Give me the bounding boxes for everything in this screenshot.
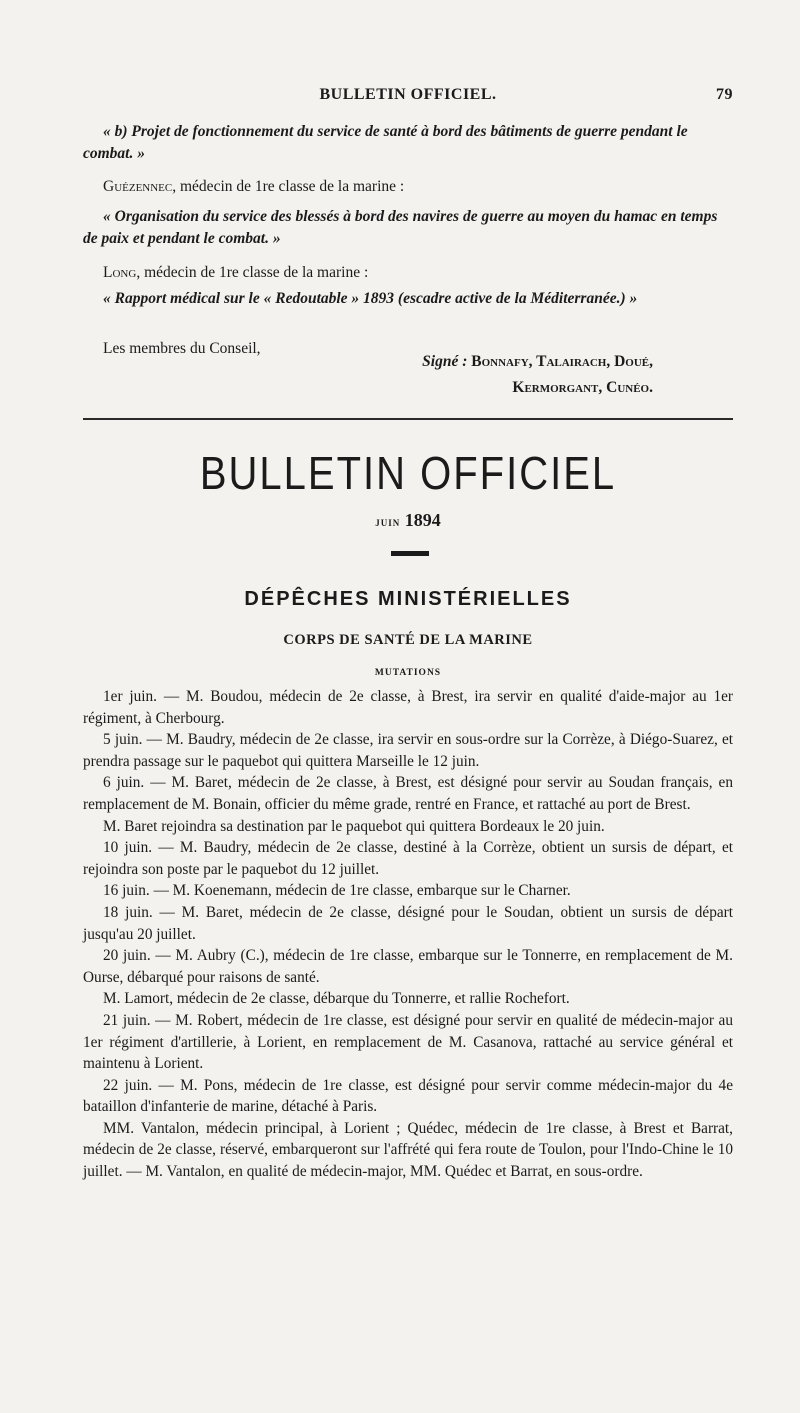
bulletin-year: 1894 [404, 510, 441, 530]
list-item: 6 juin. — M. Baret, médecin de 2e classe, à Brest, est désigné pour servir au Soudan français, en remplacement de M. Bonain, officier du même grade, rentré en France, et rattaché au port de Brest. [83, 774, 733, 813]
list-item: 18 juin. — M. Baret, médecin de 2e classe, désigné pour le Soudan, obtient un sursis de départ jusqu'au 20 juillet. [83, 903, 733, 943]
mutations-heading: MUTATIONS [374, 668, 442, 678]
signatories-line2: Kermorgant, Cunéo. [512, 379, 653, 396]
subsection-heading: CORPS DE SANTÉ DE LA MARINE [283, 632, 533, 648]
list-item: MM. Vantalon, médecin principal, à Lorient ; Quédec, médecin de 1re classe, à Brest et Barrat, médecin de 2e classe, réservé, embarqueront sur l'affrété qui fera route de Toulon, pour l'Indo-Chine le 10 juillet. — M. Vantalon, en qualité de médecin-major, MM. Quédec et Barrat, en sous-ordre. [83, 1119, 733, 1181]
long-line [83, 262, 733, 284]
guezennec-line [83, 176, 733, 198]
signatories-line1: Bonnafy, Talairach, Doué, [471, 353, 653, 370]
list-item: 21 juin. — M. Robert, médecin de 1re classe, est désigné pour servir en qualité de médecin-major au 1er régiment d'artillerie, à Lorient, en remplacement de M. Casanova, rattaché au service général et maintenu à Lorient. [83, 1011, 733, 1073]
list-item: 22 juin. — M. Pons, médecin de 1re classe, est désigné pour servir comme médecin-major du 4e bataillon d'infanterie de marine, détaché à Paris. [83, 1076, 733, 1116]
list-item: M. Baret rejoindra sa destination par le paquebot qui quittera Bordeaux le 20 juin. [103, 817, 605, 835]
item-b-text: « b) Projet de fonctionnement du service de santé à bord des bâtiments de guerre pendant le combat. » [83, 123, 688, 162]
bulletin-title: BULLETIN OFFICIEL [199, 448, 617, 500]
signed-label: Signé : [422, 353, 468, 370]
item-rapport-text: « Rapport médical sur le « Redoutable » 1893 (escadre active de la Méditerranée.) » [103, 290, 638, 307]
section-heading: DÉPÊCHES MINISTÉRIELLES [244, 588, 572, 610]
short-divider [391, 551, 429, 556]
list-item: M. Lamort, médecin de 2e classe, débarque du Tonnerre, et rallie Rochefort. [103, 990, 570, 1008]
signature-block [83, 349, 733, 401]
list-item: 10 juin. — M. Baudry, médecin de 2e classe, destiné à la Corrèze, obtient un sursis de départ, et rejoindra son poste par le paquebot du 12 juillet. [83, 839, 733, 878]
bulletin-month: juin [375, 514, 401, 529]
guezennec-rank: , médecin de 1re classe de la marine : [172, 178, 405, 195]
list-item: 5 juin. — M. Baudry, médecin de 2e classe, ira servir en sous-ordre sur la Corrèze, à Diégo-Suarez, et prendra passage sur le paquebot qui quittera Marseille le 12 juin. [83, 731, 733, 770]
running-head-title: BULLETIN OFFICIEL. [319, 86, 497, 103]
council-members: Les membres du Conseil, [103, 340, 261, 357]
long-rank: , médecin de 1re classe de la marine : [136, 264, 369, 281]
bulletin-date [83, 510, 733, 531]
author-long: Long [103, 264, 137, 281]
list-item: 16 juin. — M. Koenemann, médecin de 1re classe, embarque sur le Charner. [103, 882, 571, 900]
mutations-list [83, 686, 733, 1183]
page-number: 79 [716, 86, 733, 103]
item-organisation-text: « Organisation du service des blessés à bord des navires de guerre au moyen du hamac en temps de paix et pendant le combat. » [83, 208, 718, 247]
author-guezennec: Guézennec [103, 178, 173, 195]
list-item: 1er juin. — M. Boudou, médecin de 2e classe, à Brest, ira servir en qualité d'aide-major au 1er régiment, à Cherbourg. [83, 688, 733, 727]
section-divider [83, 418, 733, 420]
list-item: 20 juin. — M. Aubry (C.), médecin de 1re classe, embarque sur le Tonnerre, en remplacement de M. Ourse, débarqué pour raisons de santé. [83, 947, 733, 986]
